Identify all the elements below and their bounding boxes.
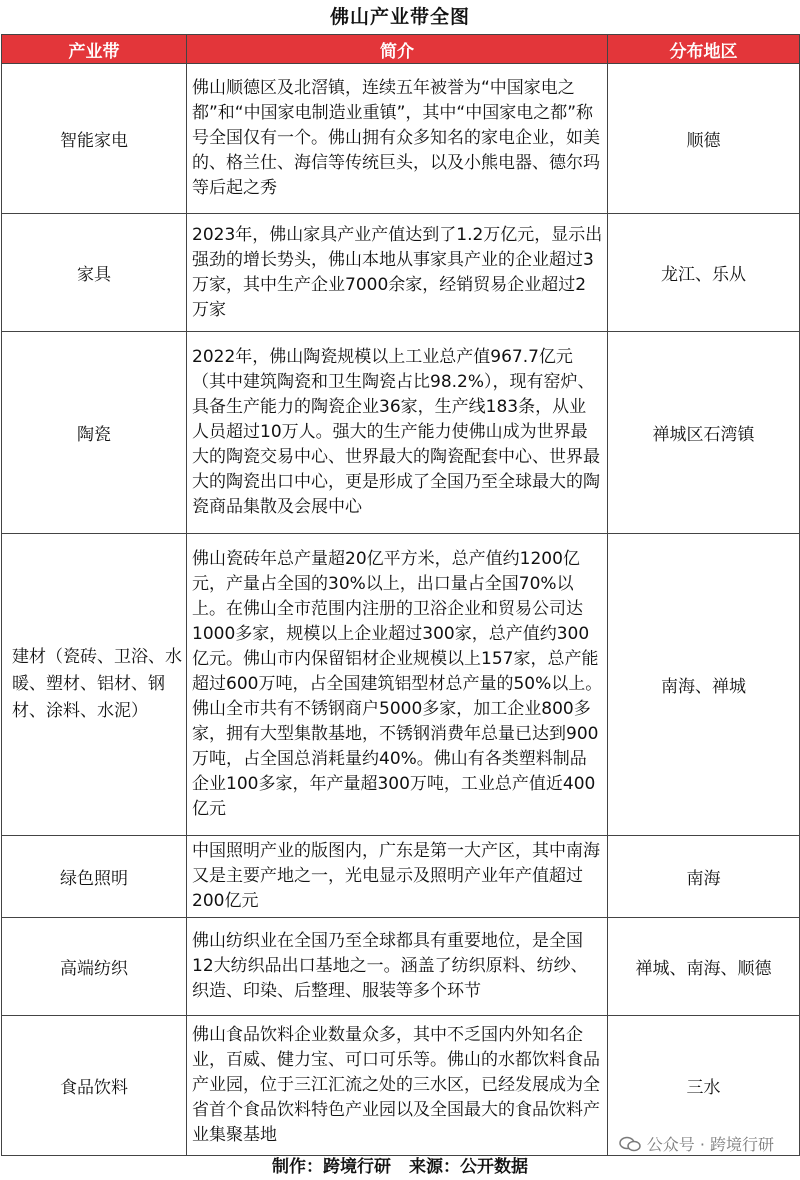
industry-region: 三水 — [608, 1016, 800, 1156]
table-header-row — [2, 35, 800, 64]
industry-name: 高端纺织 — [2, 918, 187, 1016]
industry-intro: 中国照明产业的版图内，广东是第一大产区，其中南海又是主要产地之一，光电显示及照明产业年产值超过200亿元 — [187, 836, 608, 918]
industry-name: 家具 — [2, 214, 187, 332]
industry-intro: 佛山食品饮料企业数量众多，其中不乏国内外知名企业，百威、健力宝、可口可乐等。佛山的水都饮料食品产业园，位于三江汇流之处的三水区，已经发展成为全省首个食品饮料特色产业园以及全国最大的食品饮料产业集聚基地 — [187, 1016, 608, 1156]
industry-intro: 2023年，佛山家具产业产值达到了1.2万亿元，显示出强劲的增长势头，佛山本地从事家具产业的企业超过3万家，其中生产企业7000余家，经销贸易企业超过2万家 — [187, 214, 608, 332]
table-row — [2, 534, 800, 836]
header-region: 分布地区 — [608, 35, 800, 64]
industry-region: 龙江、乐从 — [608, 214, 800, 332]
industry-region: 顺德 — [608, 64, 800, 214]
industry-name: 陶瓷 — [2, 332, 187, 534]
industry-name: 智能家电 — [2, 64, 187, 214]
footer-maker: 制作：跨境行研 — [272, 1157, 392, 1177]
industry-intro: 佛山顺德区及北滘镇，连续五年被誉为“中国家电之都”和“中国家电制造业重镇”，其中“中国家电之都”称号全国仅有一个。佛山拥有众多知名的家电企业，如美的、格兰仕、海信等传统巨头，以及小熊电器、德尔玛等后起之秀 — [187, 64, 608, 214]
footer — [0, 1155, 800, 1180]
industry-intro: 2022年，佛山陶瓷规模以上工业总产值967.7亿元（其中建筑陶瓷和卫生陶瓷占比98.2%），现有窑炉、具备生产能力的陶瓷企业36家，生产线183条，从业人员超过10万人。强大的生产能力使佛山成为世界最大的陶瓷交易中心、世界最大的陶瓷配套中心、世界最大的陶瓷出口中心，更是形成了全国乃至全球最大的陶瓷商品集散及会展中心 — [187, 332, 608, 534]
page-title: 佛山产业带全图 — [329, 6, 470, 28]
industry-region: 南海、禅城 — [608, 534, 800, 836]
footer-source: 来源：公开数据 — [408, 1157, 528, 1177]
industry-region: 禅城、南海、顺德 — [608, 918, 800, 1016]
watermark — [619, 1132, 774, 1155]
industry-intro: 佛山纺织业在全国乃至全球都具有重要地位，是全国12大纺织品出口基地之一。涵盖了纺织原料、纺纱、织造、印染、后整理、服装等多个环节 — [187, 918, 608, 1016]
industry-region: 禅城区石湾镇 — [608, 332, 800, 534]
table-row — [2, 214, 800, 332]
header-intro: 简介 — [187, 35, 608, 64]
industry-name: 绿色照明 — [2, 836, 187, 918]
table-row — [2, 918, 800, 1016]
industry-region: 南海 — [608, 836, 800, 918]
wechat-icon — [619, 1136, 641, 1152]
industry-name: 食品饮料 — [2, 1016, 187, 1156]
industry-name: 建材（瓷砖、卫浴、水暖、塑材、铝材、钢材、涂料、水泥） — [2, 534, 187, 836]
table-row — [2, 836, 800, 918]
industry-table — [1, 34, 800, 1156]
header-industry: 产业带 — [2, 35, 187, 64]
watermark-text: 公众号 · 跨境行研 — [646, 1135, 774, 1154]
industry-intro: 佛山瓷砖年总产量超20亿平方米，总产值约1200亿元，产量占全国的30%以上，出口量占全国70%以上。在佛山全市范围内注册的卫浴企业和贸易公司达1000多家，规模以上企业超过300家，总产值约300亿元。佛山市内保留铝材企业规模以上157家，总产能超过600万吨，占全国建筑铝型材总产量的50%以上。佛山全市共有不锈钢商户5000多家，加工企业800多家，拥有大型集散基地，不锈钢消费年总量已达到900万吨，占全国总消耗量约40%。佛山有各类塑料制品企业100多家，年产量超300万吨，工业总产值近400亿元 — [187, 534, 608, 836]
table-row — [2, 332, 800, 534]
table-row — [2, 64, 800, 214]
